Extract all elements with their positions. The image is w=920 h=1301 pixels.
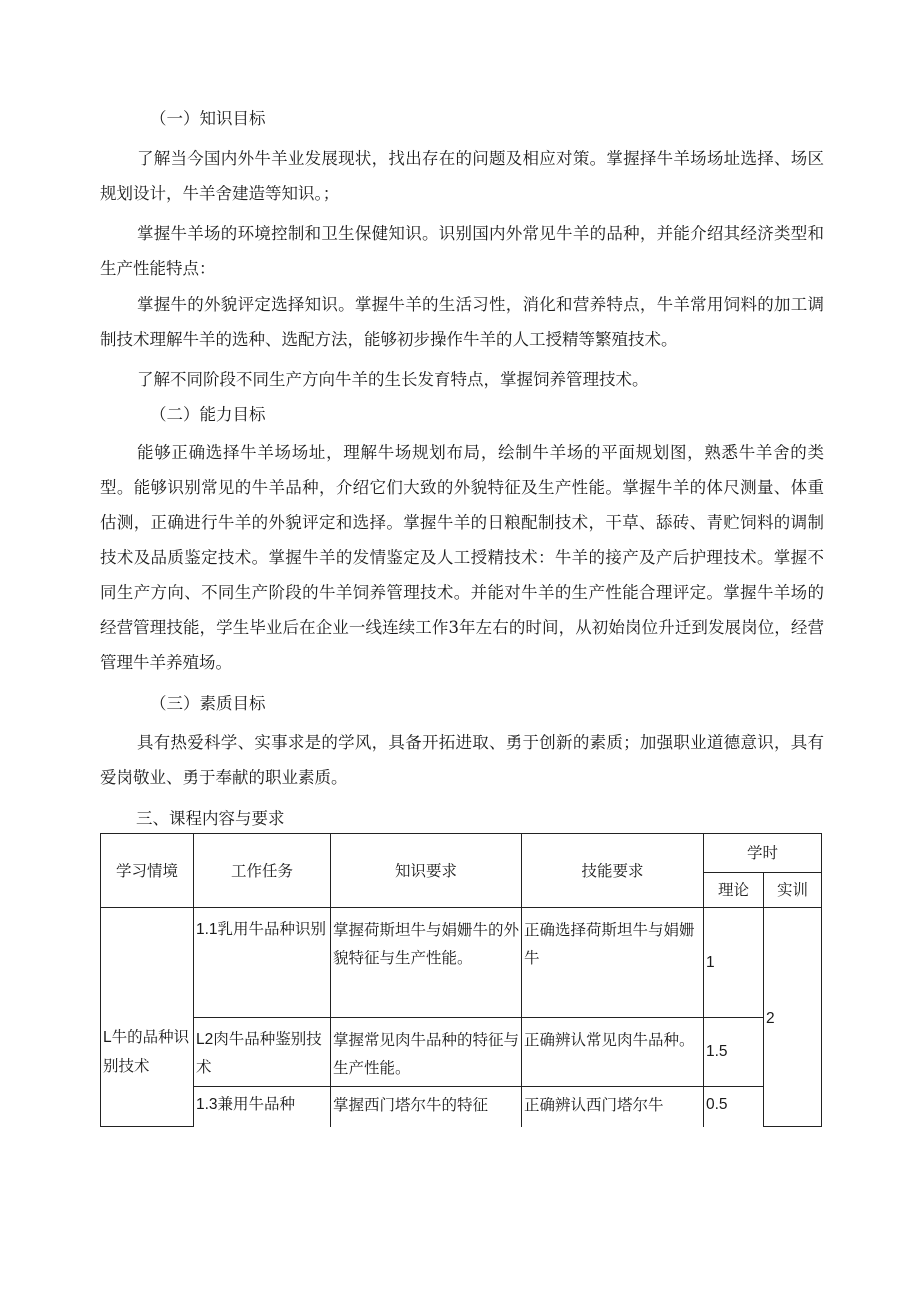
row3-knowledge: 掌握西门塔尔牛的特征 [331,1087,522,1127]
row1-theory: 1 [704,908,764,1018]
header-theory: 理论 [704,873,764,908]
row2-knowledge: 掌握常见肉牛品种的特征与生产性能。 [331,1018,522,1087]
row1-skill: 正确选择荷斯坦牛与娟姗牛 [522,908,704,1018]
knowledge-paragraph-4: 了解不同阶段不同生产方向牛羊的生长发育特点，掌握饲养管理技术。 [137,370,649,389]
row2-skill: 正确辨认常见肉牛品种。 [522,1018,704,1087]
row3-theory: 0.5 [704,1087,764,1127]
course-content-table [100,833,822,1127]
header-hours: 学时 [704,834,822,873]
quality-goal-heading: （三）素质目标 [150,694,266,713]
knowledge-goal-heading: （一）知识目标 [150,109,266,128]
header-situation: 学习情境 [101,834,194,908]
knowledge-paragraph-2: 掌握牛羊场的环境控制和卫生保健知识。识别国内外常见牛羊的品种，并能介绍其经济类型和生产性能特点： [100,224,824,278]
row1-task: 1.1乳用牛品种识别 [194,908,331,1018]
header-skill: 技能要求 [522,834,704,908]
row3-skill: 正确辨认西门塔尔牛 [522,1087,704,1127]
row2-theory: 1.5 [704,1018,764,1087]
row1-knowledge: 掌握荷斯坦牛与娟姗牛的外貌特征与生产性能。 [331,908,522,1018]
knowledge-paragraph-1: 了解当今国内外牛羊业发展现状，找出存在的问题及相应对策。掌握择牛羊场场址选择、场区规划设计，牛羊舍建造等知识。； [100,149,824,203]
situation-cell [101,908,194,1127]
row2-task: L2肉牛品种鉴别技术 [194,1018,331,1087]
header-practice: 实训 [764,873,822,908]
knowledge-paragraph-3: 掌握牛的外貌评定选择知识。掌握牛羊的生活习性，消化和营养特点，牛羊常用饲料的加工调制技术理解牛羊的选种、选配方法，能够初步操作牛羊的人工授精等繁殖技术。 [100,295,824,349]
quality-paragraph: 具有热爱科学、实事求是的学风，具备开拓进取、勇于创新的素质；加强职业道德意识，具有爱岗敬业、勇于奉献的职业素质。 [100,733,824,787]
row3-task: 1.3兼用牛品种 [194,1087,331,1127]
practice-hours: 2 [764,908,822,1127]
ability-paragraph: 能够正确选择牛羊场场址，理解牛场规划布局，绘制牛羊场的平面规划图，熟悉牛羊舍的类型。能够识别常见的牛羊品种，介绍它们大致的外貌特征及生产性能。掌握牛羊的体尺测量、体重估测，正确进行牛羊的外貌评定和选择。掌握牛羊的日粮配制技术，干草、舔砖、青贮饲料的调制技术及品质鉴定技术。掌握牛羊的发情鉴定及人工授精技术：牛羊的接产及产后护理技术。掌握不同生产方向、不同生产阶段的牛羊饲养管理技术。并能对牛羊的生产性能合理评定。掌握牛羊场的经营管理技能，学生毕业后在企业一线连续工作3年左右的时间，从初始岗位升迁到发展岗位，经营管理牛羊养殖场。 [100,443,824,672]
header-task: 工作任务 [194,834,331,908]
situation-text: L牛的品种识别技术 [103,1029,190,1075]
section-heading: 三、课程内容与要求 [136,809,285,828]
header-knowledge: 知识要求 [331,834,522,908]
ability-goal-heading: （二）能力目标 [150,405,266,424]
